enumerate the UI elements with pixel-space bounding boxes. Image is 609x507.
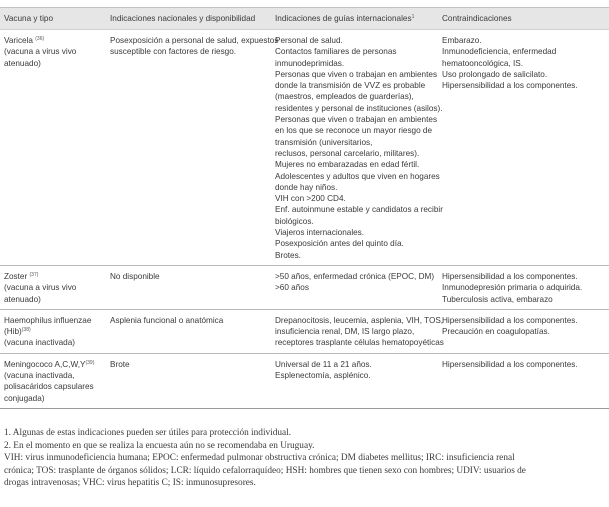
cell-line	[275, 137, 434, 148]
cell-line	[4, 359, 102, 370]
cell-vaccine	[0, 265, 106, 309]
cell-line	[4, 271, 102, 282]
cell-text: en los que se reconoce un mayor riesgo de	[275, 126, 433, 136]
cell-vaccine	[0, 353, 106, 408]
cell-line	[275, 91, 434, 102]
cell-line	[275, 35, 434, 46]
cell-text: Personas que viven o trabajan en ambientes	[275, 69, 438, 79]
cell-line	[4, 46, 102, 57]
cell-contraindications	[438, 353, 609, 408]
cell-line	[442, 271, 605, 282]
cell-text: Varicela	[4, 36, 33, 45]
cell-text: Asplenia funcional o anatómica	[110, 315, 224, 325]
cell-line	[275, 46, 434, 57]
cell-text: insuficiencia renal, DM, IS largo plazo,	[275, 327, 415, 337]
cell-line	[275, 238, 434, 249]
table-header-row	[0, 8, 609, 30]
table-row	[0, 353, 609, 408]
cell-text: Hipersensibilidad a los componentes.	[442, 359, 578, 369]
cell-national-indications	[106, 309, 271, 353]
cell-national-indications	[106, 265, 271, 309]
cell-text: VIH con >200 CD4.	[275, 194, 346, 204]
cell-line	[4, 58, 102, 69]
cell-text: (vacuna inactivada,	[4, 371, 75, 381]
header-vaccine-type: Vacuna y tipo	[0, 8, 106, 30]
cell-text: (Hib)	[4, 327, 22, 337]
cell-text: Haemophilus influenzae	[4, 315, 92, 325]
cell-text: Zoster	[4, 271, 28, 281]
cell-line	[442, 326, 605, 337]
cell-text: reclusos, personal carcelario, militares).	[275, 148, 420, 158]
cell-contraindications	[438, 30, 609, 266]
cell-contraindications	[438, 309, 609, 353]
reference-number: (36)	[35, 36, 45, 42]
cell-line	[275, 69, 438, 80]
cell-line	[275, 58, 434, 69]
reference-number: (37)	[29, 271, 39, 278]
cell-line	[4, 35, 102, 46]
cell-text: inmunodeprimidas.	[275, 58, 345, 68]
table-row	[0, 265, 609, 309]
cell-line	[275, 171, 440, 182]
cell-line	[275, 271, 434, 282]
cell-line	[442, 359, 605, 370]
cell-national-indications	[106, 30, 279, 266]
cell-line	[442, 282, 605, 293]
cell-line	[442, 315, 605, 326]
cell-text: Viajeros internacionales.	[275, 228, 365, 238]
header-national-indications: Indicaciones nacionales y disponibilidad	[106, 8, 271, 30]
cell-text: Personal de salud.	[275, 36, 343, 45]
cell-line	[275, 282, 434, 293]
cell-contraindications	[438, 265, 609, 309]
cell-line	[275, 80, 434, 91]
cell-text: Hipersensibilidad a los componentes.	[442, 271, 578, 281]
cell-text: donde la transmisión de VVZ es probable	[275, 81, 426, 91]
cell-line	[275, 337, 444, 348]
cell-text: No disponible	[110, 271, 160, 281]
reference-number: (39)	[85, 359, 95, 366]
cell-text: donde hay niños.	[275, 182, 338, 192]
cell-line	[275, 216, 434, 227]
cell-text: Personas que viven o trabajan en ambientes	[275, 115, 438, 125]
cell-line	[442, 294, 605, 305]
cell-text: >50 años, enfermedad crónica (EPOC, DM)	[275, 271, 435, 281]
cell-text: (vacuna a virus vivo	[4, 283, 77, 293]
cell-text: Hipersensibilidad a los componentes.	[442, 315, 578, 325]
cell-line	[442, 80, 605, 91]
footnotes	[4, 427, 604, 490]
cell-text: biológicos.	[275, 216, 314, 226]
cell-text: Inmunodeficiencia, enfermedad	[442, 47, 557, 57]
table-row	[0, 309, 609, 353]
cell-line	[275, 359, 434, 370]
cell-line	[275, 227, 434, 238]
cell-text: Mujeres no embarazadas en edad fértil.	[275, 160, 420, 170]
cell-text: Embarazo.	[442, 36, 482, 45]
cell-text: transmisión (universitarios,	[275, 137, 373, 147]
cell-text: Esplenectomía, asplénico.	[275, 371, 371, 381]
cell-text: susceptible con factores de riesgo.	[110, 47, 237, 57]
cell-national-indications	[106, 353, 271, 408]
cell-text: Hipersensibilidad a los componentes.	[442, 81, 578, 91]
cell-text: (vacuna a virus vivo	[4, 47, 77, 57]
cell-line	[275, 204, 443, 215]
cell-vaccine	[0, 309, 106, 353]
cell-text: Contactos familiares de personas	[275, 47, 397, 57]
cell-line	[442, 35, 605, 46]
cell-line	[4, 337, 102, 348]
cell-text: Posexposición antes del quinto día.	[275, 239, 404, 249]
cell-line	[275, 315, 444, 326]
cell-line	[275, 326, 434, 337]
cell-text: Uso prolongado de salicilato.	[442, 69, 548, 79]
cell-text: Posexposición a personal de salud, expuestos	[110, 36, 279, 45]
cell-line	[275, 114, 438, 125]
cell-text: residentes y personal de instituciones (asilos).	[275, 103, 443, 113]
cell-text: Universal de 11 a 21 años.	[275, 359, 372, 369]
cell-text: atenuado)	[4, 294, 41, 304]
cell-text: Brotes.	[275, 250, 301, 260]
cell-text: >60 años	[275, 283, 309, 293]
cell-line	[442, 46, 605, 57]
cell-line	[110, 315, 267, 326]
cell-international-indications	[271, 309, 444, 353]
cell-text: polisacáridos capsulares	[4, 382, 94, 392]
cell-text: hematooncológica, IS.	[442, 58, 524, 68]
cell-line	[110, 35, 279, 46]
cell-text: Meningococo A,C,W,Y	[4, 359, 86, 369]
cell-line	[4, 370, 102, 381]
cell-line	[275, 125, 434, 136]
cell-international-indications	[271, 353, 438, 408]
cell-international-indications	[271, 265, 438, 309]
cell-text: receptores trasplante células hematopoyéticas	[275, 338, 444, 348]
cell-line	[4, 381, 102, 392]
cell-text: Brote	[110, 359, 130, 369]
reference-number: (38)	[21, 327, 31, 334]
cell-line	[442, 69, 605, 80]
cell-line	[275, 182, 434, 193]
cell-line	[275, 148, 434, 159]
vaccine-table	[0, 7, 609, 409]
cell-line	[442, 58, 605, 69]
table-row	[0, 30, 609, 266]
abbreviations-line-3: drogas intravenosas; VHC: virus hepatitis C; IS: inmunosupresores.	[4, 478, 256, 489]
cell-line	[275, 193, 434, 204]
cell-line	[275, 103, 443, 114]
cell-line	[4, 294, 102, 305]
cell-line	[4, 326, 102, 337]
cell-vaccine	[0, 30, 106, 266]
cell-text: conjugada)	[4, 393, 45, 403]
cell-line	[4, 315, 102, 326]
cell-line	[110, 46, 267, 57]
cell-text: Precaución en coagulopatías.	[442, 327, 550, 337]
cell-line	[110, 271, 267, 282]
cell-text: (vacuna inactivada)	[4, 338, 75, 348]
footnote-1: 1. Algunas de estas indicaciones pueden ser útiles para protección individual.	[4, 428, 292, 438]
cell-line	[110, 359, 267, 370]
cell-line	[4, 282, 102, 293]
cell-line	[275, 159, 434, 170]
abbreviations-line-2: crónica; TOS: trasplante de órganos sólidos; LCR: líquido cefalorraquídeo; HSH: hombres que tienen sexo con hombres; UDIV: usuarios de	[4, 465, 526, 476]
cell-line	[4, 393, 102, 404]
cell-international-indications	[271, 30, 443, 266]
header-international-indications: Indicaciones de guías internacionales$^1$	[271, 8, 438, 30]
footnote-2: 2. En el momento en que se realiza la encuesta aún no se recomendaba en Uruguay.	[4, 440, 315, 451]
header-contraindications: Contraindicaciones	[438, 8, 609, 30]
abbreviations-line-1: VIH: virus inmunodeficiencia humana; EPOC: enfermedad pulmonar obstructiva crónica; DM diabetes mellitus; IRC: insuficiencia renal	[4, 453, 515, 464]
footnote-ref: 1	[411, 14, 415, 21]
cell-line	[275, 370, 434, 381]
cell-text: Enf. autoinmune estable y candidatos a recibir	[275, 205, 443, 215]
cell-line	[275, 250, 434, 261]
cell-text: Inmunodepresión primaria o adquirida.	[442, 283, 583, 293]
cell-text: Tuberculosis activa, embarazo	[442, 294, 553, 304]
cell-text: Adolescentes y adultos que viven en hogares	[275, 171, 440, 181]
cell-text: (maestros, empleados de guarderías),	[275, 92, 414, 102]
cell-text: Drepanocitosis, leucemia, asplenia, VIH, TOS,	[275, 315, 444, 325]
cell-text: atenuado)	[4, 58, 41, 68]
